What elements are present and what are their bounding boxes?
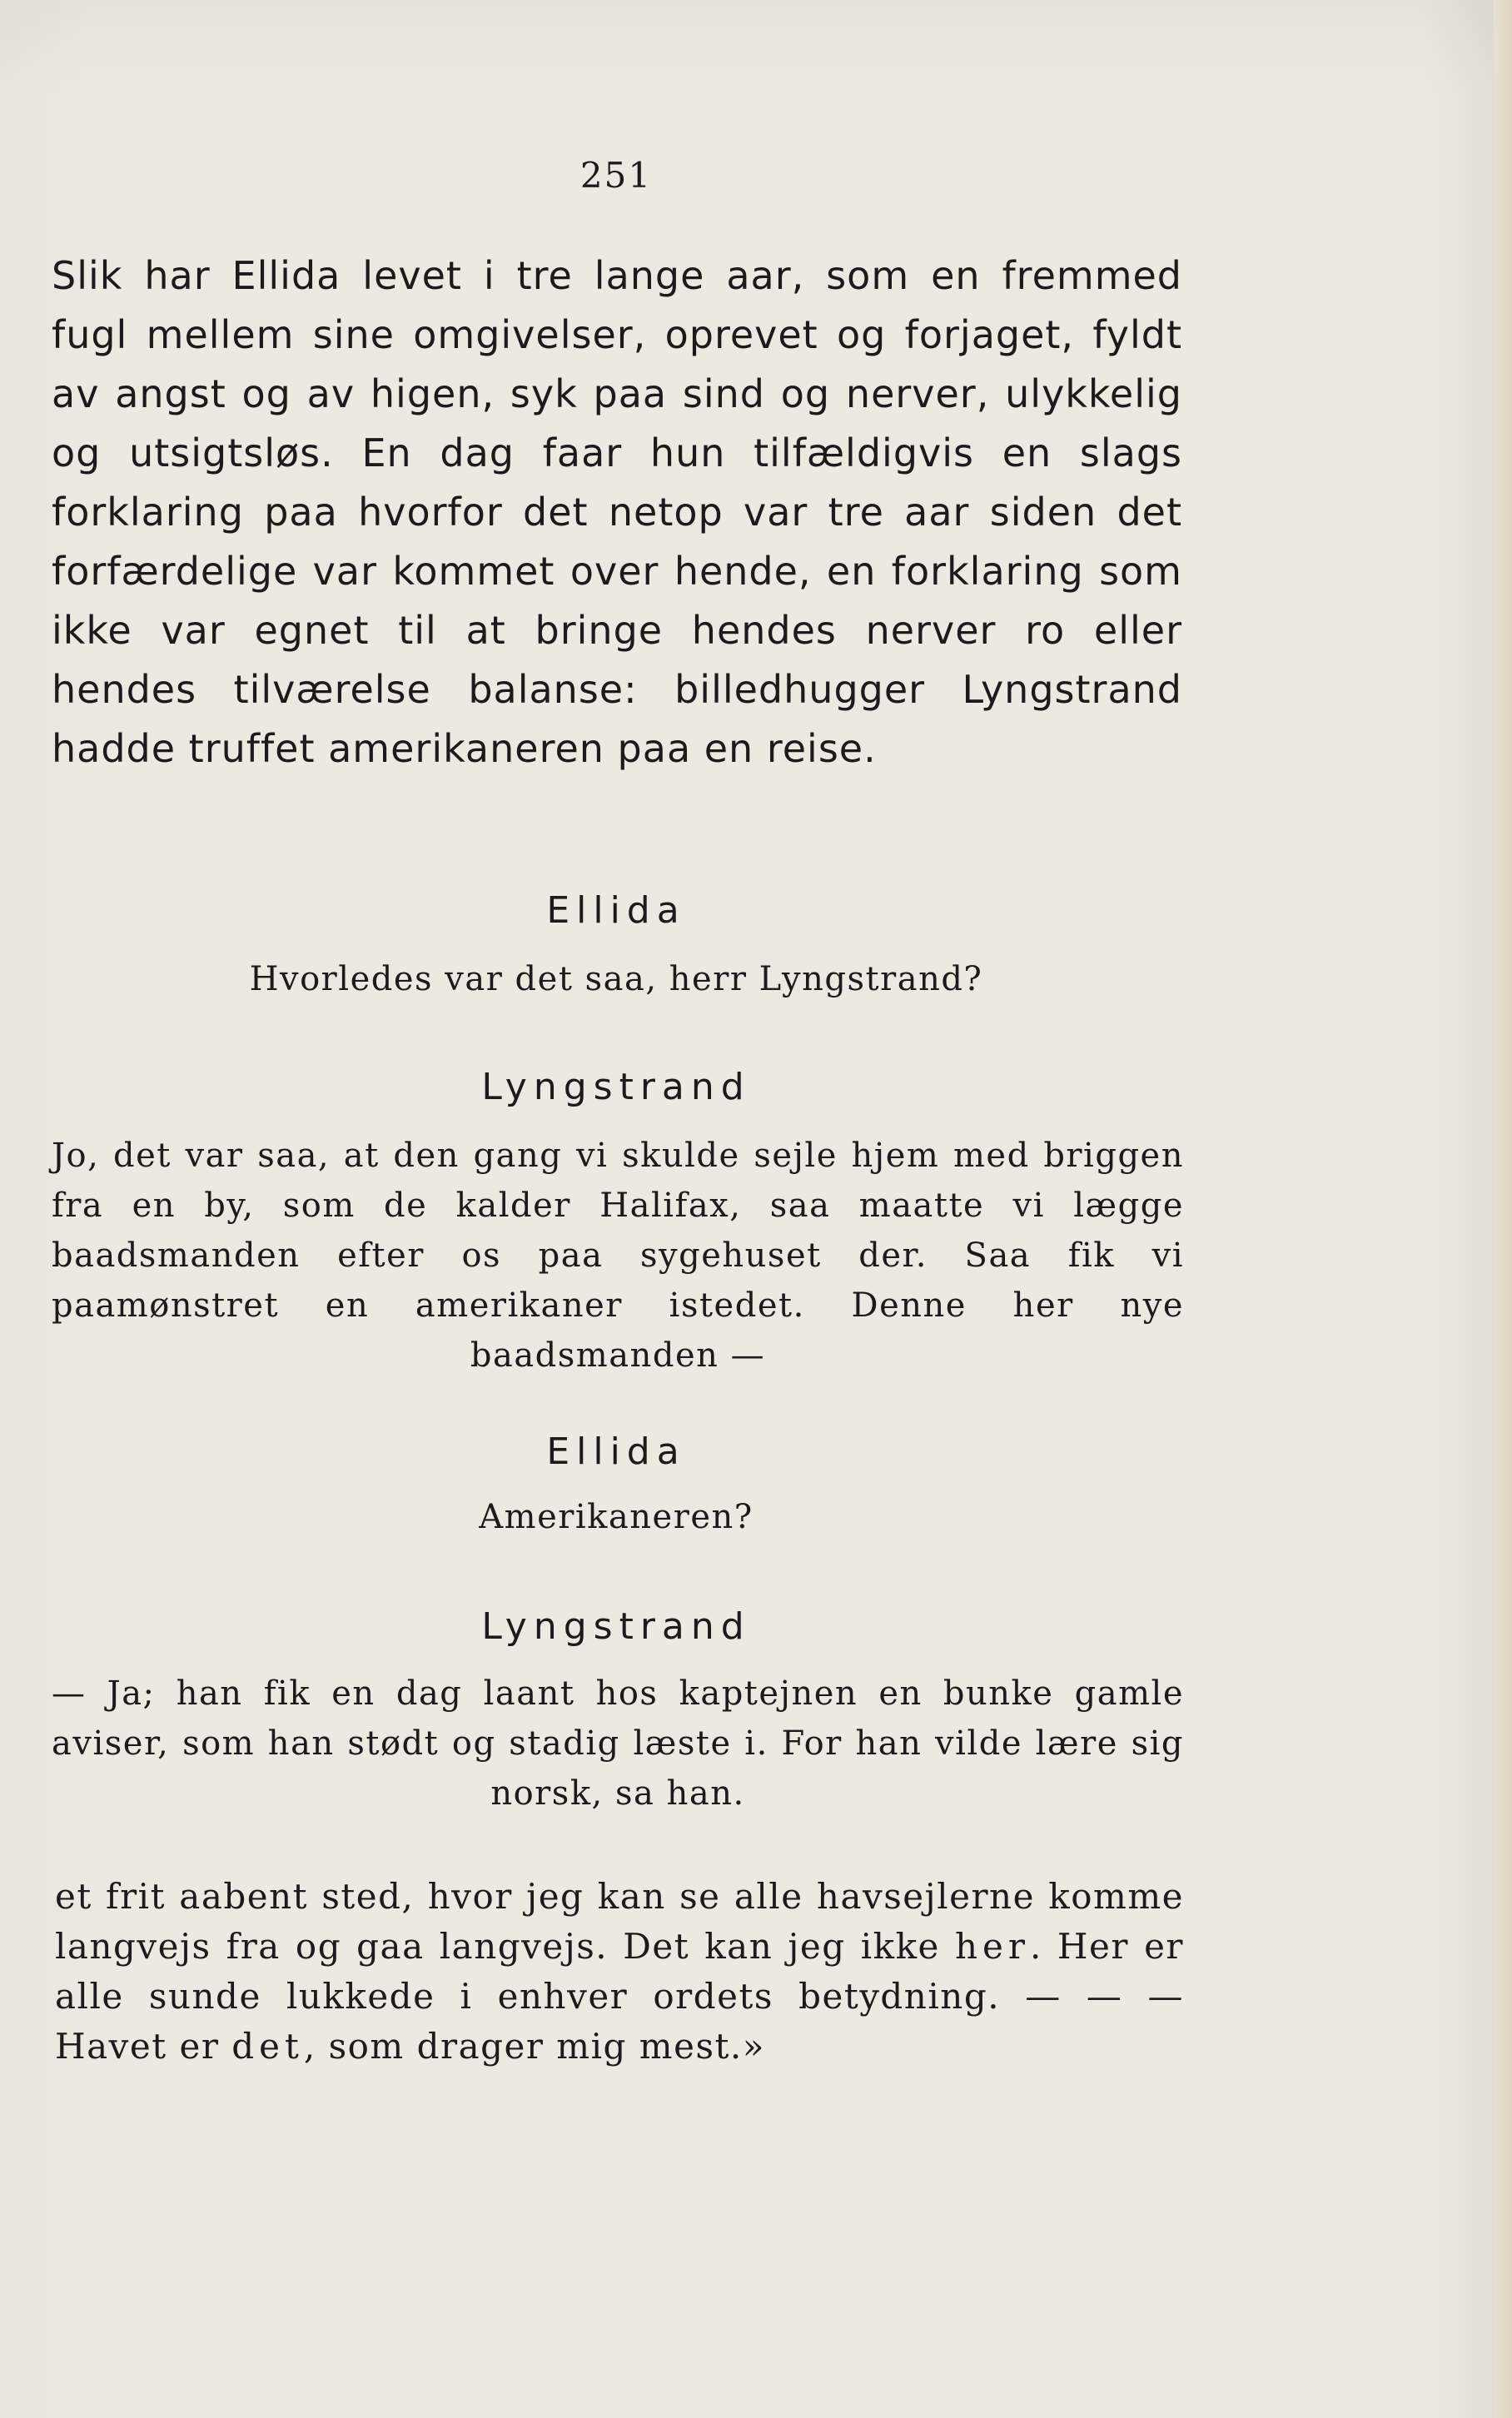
closing-paragraph	[55, 1872, 1184, 2072]
closing-text-2: . Her er alle sunde lukkede i enhver ordets betydning. — — — Havet er	[55, 1926, 1185, 2067]
narrative-paragraph: Slik har Ellida levet i tre lange aar, som en fremmed fugl mellem sine omgivelser, oprevet og forjaget, fyldt av angst og av higen, syk paa sind og nerver, ulykkelig og utsigtsløs. En dag faar hun tilfældigvis en slags forklaring paa hvorfor det netop var tre aar siden det forfærdelige var kommet over hende, en forklaring som ikke var egnet til at bringe hendes nerver ro eller hendes tilværelse balanse: billedhugger Lyngstrand hadde truffet amerikaneren paa en reise.	[52, 253, 1182, 771]
closing-emphasis-her: her	[955, 1926, 1030, 1967]
speech-ellida-1: Hvorledes var det saa, herr Lyngstrand?	[249, 960, 983, 998]
speech-ellida-2: Amerikaneren?	[479, 1498, 754, 1536]
speaker-lyngstrand-1: Lyngstrand	[481, 1066, 751, 1108]
closing-emphasis-det: det	[231, 2026, 304, 2067]
page-edge-shadow	[1494, 0, 1512, 2418]
closing-text-3: , som drager mig mest.»	[303, 2026, 765, 2067]
speaker-lyngstrand-2: Lyngstrand	[481, 1605, 751, 1648]
closing-text-1: et frit aabent sted, hvor jeg kan se alle havsejlerne komme langvejs fra og gaa langvejs. Det kan jeg ikke	[55, 1876, 1184, 1967]
speech-lyngstrand-1: Jo, det var saa, at den gang vi skulde sejle hjem med briggen fra en by, som de kalder Halifax, saa maatte vi lægge baadsmanden efter os paa sygehuset der. Saa fik vi paamønstret en amerikaner istedet. Denne her nye baadsmanden —	[52, 1137, 1184, 1375]
page-number: 251	[579, 155, 653, 196]
speaker-ellida-2: Ellida	[546, 1430, 686, 1473]
speaker-ellida-1: Ellida	[546, 889, 686, 932]
speech-lyngstrand-2: — Ja; han fik en dag laant hos kaptejnen en bunke gamle aviser, som han stødt og stadig læste i. For han vilde lære sig norsk, sa han.	[52, 1674, 1184, 1813]
